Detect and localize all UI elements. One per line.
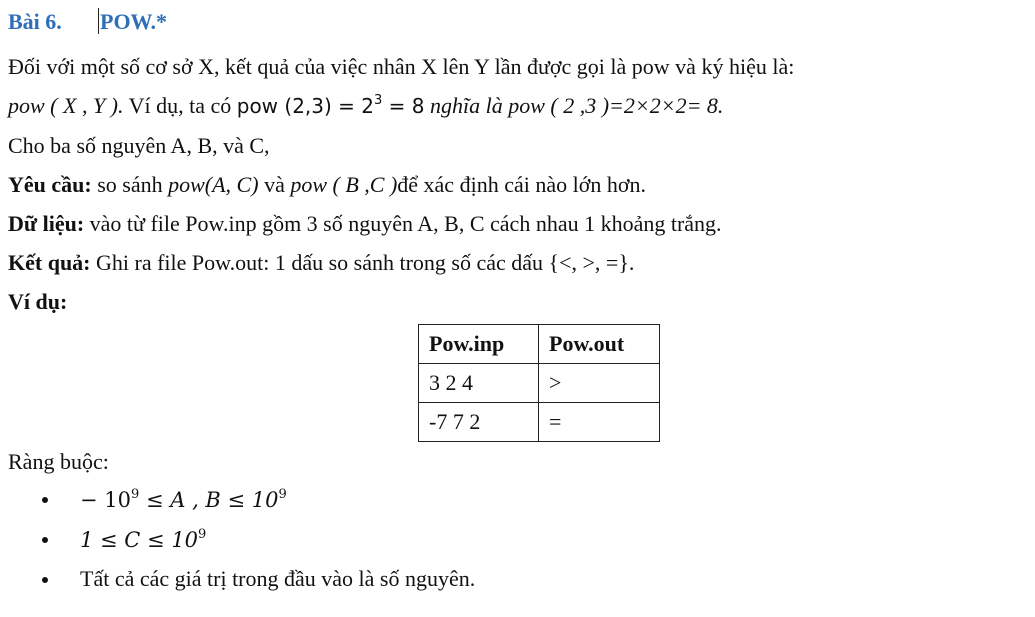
problem-name: POW.* <box>100 9 168 34</box>
table-cell: = <box>539 403 660 442</box>
problem-number: Bài 6. <box>8 9 62 34</box>
constraint-integers: Tất cả các giá trị trong đầu vào là số nguyên. <box>80 566 476 591</box>
table-cell: > <box>539 364 660 403</box>
example-explanation: nghĩa là pow ( 2 ,3 )=2×2×2= 8. <box>424 93 724 118</box>
example-table <box>418 324 660 442</box>
table-cell: 3 2 4 <box>419 364 539 403</box>
text-cursor <box>98 8 99 34</box>
table-row <box>419 364 660 403</box>
table-header: Pow.inp <box>419 325 539 364</box>
constraint-c: $1 \le C \le 10^9$ <box>80 527 207 552</box>
example-heading: Ví dụ: <box>8 289 68 314</box>
bullet-icon <box>40 575 50 585</box>
table-header: Pow.out <box>539 325 660 364</box>
table-row <box>419 403 660 442</box>
constraint-ab: − $10^9 \le A$ , $B \le 10^9$ <box>80 487 287 512</box>
requirement-label: Yêu cầu: <box>8 172 92 197</box>
table-header-row <box>419 325 660 364</box>
example-formula: pow $(2,3) = 2^3 = 8$ <box>236 93 425 118</box>
paragraph-given: Cho ba số nguyên A, B, và C, <box>8 133 270 158</box>
problem-title <box>8 8 167 36</box>
paragraph-input: Dữ liệu: vào từ file Pow.inp gồm 3 số nguyên A, B, C cách nhau 1 khoảng trắng. <box>8 211 722 236</box>
input-label: Dữ liệu: <box>8 211 85 236</box>
constraints-heading: Ràng buộc: <box>8 449 109 474</box>
bullet-icon <box>40 535 50 545</box>
paragraph-requirement: Yêu cầu: so sánh pow(A, C) và pow ( B ,C )để xác định cái nào lớn hơn. <box>8 172 646 197</box>
output-label: Kết quả: <box>8 250 91 275</box>
paragraph-example <box>8 92 723 120</box>
example-intro: Ví dụ, ta có <box>123 93 237 118</box>
paragraph-definition: Đối với một số cơ sở X, kết quả của việc nhân X lên Y lần được gọi là pow và ký hiệu là: <box>8 54 795 79</box>
table-cell: -7 7 2 <box>419 403 539 442</box>
bullet-icon <box>40 495 50 505</box>
pow-notation: pow ( X , Y ). <box>8 93 124 118</box>
paragraph-output: Kết quả: Ghi ra file Pow.out: 1 dấu so sánh trong số các dấu {<, >, =}. <box>8 250 635 275</box>
